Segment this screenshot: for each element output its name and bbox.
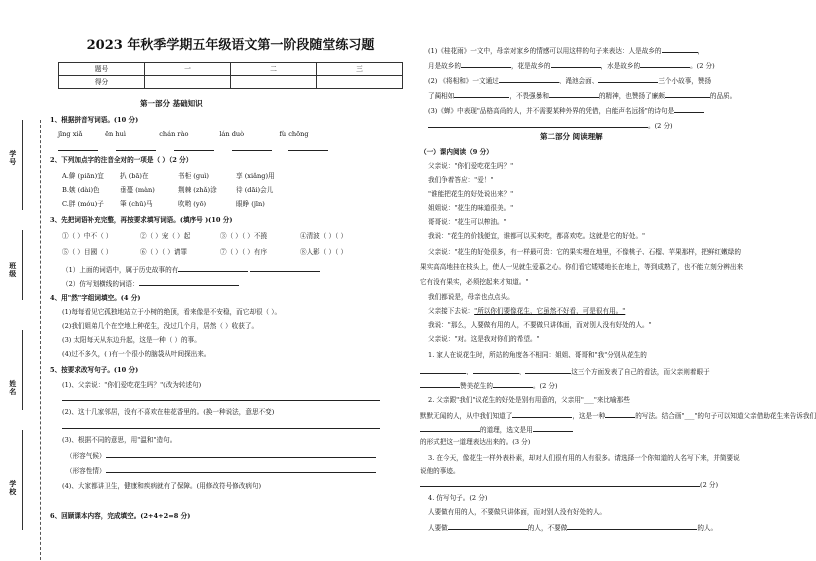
r1-line: (1)《桂花雨》一文中，母亲对家乡的情感可以用这样的句子来表达：人是故乡的 ， xyxy=(428,47,705,55)
rq2-line2 xyxy=(420,410,816,420)
q3-sub2-text: （2）仿写划横线的词语： xyxy=(62,280,139,288)
q5-stem: 5、按要求改写句子。(10 分) xyxy=(50,366,139,374)
passage-line: 父亲说："你们爱吃花生吗？" xyxy=(428,162,514,170)
option-text: 享 (xiǎng)用 xyxy=(236,172,275,180)
score-table xyxy=(58,62,403,89)
passage-line: 父亲说："对。这是我对你们的希望。" xyxy=(428,335,540,343)
rq2-line4: 的形式把这一道理表达出来的。(3 分) xyxy=(420,438,531,446)
answer-blank[interactable] xyxy=(551,60,601,68)
margin-fill-line xyxy=(22,230,23,300)
idiom-blank: ⑧人影（ ）（ ） xyxy=(300,248,348,256)
option-text: A.僻 (piān)宜 xyxy=(62,172,104,180)
q4-line: (3) 太阳每天从东边升起，这是一种（ ）的事。 xyxy=(62,336,201,344)
rq1-text: 这三个方面发表了自己的看法，而父亲则着眼于 xyxy=(571,368,710,376)
answer-blank[interactable] xyxy=(567,522,697,530)
passage-line xyxy=(428,307,625,315)
answer-box[interactable] xyxy=(288,150,328,151)
option-text: 筆 (chū)马 xyxy=(120,200,153,208)
idiom-blank: ①（ ）中不（ ） xyxy=(62,232,113,240)
r3-line xyxy=(428,105,704,115)
answer-blank[interactable] xyxy=(525,366,571,374)
rq3-text: (2 分) xyxy=(700,481,719,489)
answer-blank[interactable] xyxy=(549,90,599,98)
q3-sub2 xyxy=(62,278,239,288)
r2-text: 、渑池会面、 xyxy=(558,77,599,85)
option-text: 待 (dāi)会儿 xyxy=(236,186,274,194)
rq1-text: 、 xyxy=(518,368,526,376)
q3-row2 xyxy=(62,248,347,256)
pinyin: chán rào xyxy=(159,130,189,138)
q3-stem: 3、先把词语补充完整，再按要求填写词语。(填序号 )(10 分) xyxy=(50,216,233,224)
answer-blank[interactable] xyxy=(674,105,704,113)
part1-heading: 第一部分 基础知识 xyxy=(140,99,203,108)
pinyin: lán duò xyxy=(219,130,245,138)
answer-blank[interactable] xyxy=(250,264,320,272)
q4-line: (4)过不多久，( )有一个很小的脑袋从叶间探出来。 xyxy=(62,350,211,358)
r3-line2 xyxy=(428,120,673,130)
rq4-line: 4. 仿写句子。(2 分) xyxy=(428,494,488,502)
r2-line2 xyxy=(428,90,736,100)
answer-blank[interactable] xyxy=(139,278,239,286)
rq3-line: 3. 在今天，像花生一样外表朴素，却对人们很有用的人有很多。请选择一个你知道的人名写下来，并简要说说他的事迹。 xyxy=(420,454,740,475)
pinyin: fù chōng xyxy=(279,130,309,138)
margin-label-school: 学校 xyxy=(8,480,18,496)
answer-line[interactable] xyxy=(62,428,380,429)
q5-sub2: (2)、这十几家邻居，没有不喜欢在桂花香里的。(换一种说法，意思不变) xyxy=(62,408,275,416)
answer-blank[interactable] xyxy=(106,465,376,473)
q2-stem: 2、下列加点字的注音全对的一项是（ ）（2 分） xyxy=(50,156,193,164)
answer-blank[interactable] xyxy=(106,450,376,458)
rq4-model: 人要做有用的人，不要做只讲体面，而对别人没有好处的人。 xyxy=(428,508,607,516)
answer-blank[interactable] xyxy=(454,90,509,98)
margin-label-class: 班级 xyxy=(8,262,18,278)
answer-blank[interactable] xyxy=(662,45,698,53)
margin-fill-line xyxy=(22,330,23,410)
margin-label-name: 姓名 xyxy=(8,380,18,396)
passage-line: "谁能把花生的好处说出来？" xyxy=(428,190,514,198)
margin-label-student-id: 学号 xyxy=(8,150,18,166)
pinyin: jīng xiǎ xyxy=(58,130,83,138)
q5-sub4: (4)、大家都讲卫生，健康和疾病就有了保障。(用修改符号修改病句) xyxy=(62,482,262,490)
q5-sub3a-text: （形容气候） xyxy=(66,452,106,460)
answer-blank[interactable] xyxy=(420,424,480,432)
idiom-blank: ⑥（ ）（ ）请罪 xyxy=(140,248,188,256)
option-text: 垂蔓 (màn) xyxy=(120,186,155,194)
passage-line: 我说："那么，人要做有用的人，不要做只讲体面，而对别人没有好处的人。" xyxy=(428,321,652,329)
rq2-text: 的写法。结合画"___"的句子可以知道父亲借助花生来告诉我们 xyxy=(635,412,816,420)
option-text: C.胖 (móu)子 xyxy=(62,200,104,208)
q4-line: (2)我们姐弟几个在空地上种花生，没过几个月，居然（ ）收获了。 xyxy=(62,322,259,330)
q3-row1 xyxy=(62,232,347,240)
r2-text: 的品质。 xyxy=(709,92,737,100)
rq1-text: 、 xyxy=(466,368,473,376)
q3-sub1 xyxy=(62,264,320,274)
q1-pinyin-row xyxy=(58,130,324,138)
part2-heading: 第二部分 阅读理解 xyxy=(540,132,603,141)
q5-sub3: (3)、根据不同的意思，用"温和"造句。 xyxy=(62,436,177,444)
passage-text: 父亲接下去说： xyxy=(428,307,475,315)
rq4-answer xyxy=(428,522,717,532)
rq1-text: 。(2 分) xyxy=(532,382,558,390)
score-cell[interactable] xyxy=(231,76,317,89)
q5-sub3b-text: （形容性情） xyxy=(66,467,106,475)
score-table-header-cell: 二 xyxy=(231,63,317,76)
rq4-text: 的人。 xyxy=(697,524,718,532)
binding-line xyxy=(40,120,41,560)
answer-blank[interactable] xyxy=(448,522,528,530)
score-table-label-cell: 得分 xyxy=(59,76,145,89)
answer-blank[interactable] xyxy=(461,60,511,68)
q5-sub3b xyxy=(66,465,376,475)
idiom-blank: ③（ ）（ ）不撓 xyxy=(220,232,268,240)
passage-line: 我说："花生的价钱便宜，谁都可以买来吃，都喜欢吃。这就是它的好处。" xyxy=(428,232,646,240)
option-text: 眼睁 (jīn) xyxy=(236,200,265,208)
r2-text: 了蔺相如 xyxy=(428,92,455,100)
answer-blank[interactable] xyxy=(665,90,710,98)
r1-text: 。(2 分) xyxy=(690,62,715,70)
q4-stem: 4、用"然"字组词填空。(4 分) xyxy=(50,294,141,302)
exam-title: 2023 年秋季学期五年级语文第一阶段随堂练习题 xyxy=(86,38,375,53)
answer-blank[interactable] xyxy=(499,75,559,83)
score-table-header-cell: 题号 xyxy=(59,63,145,76)
score-table-header-cell: 三 xyxy=(317,63,403,76)
rq3-answer-line xyxy=(420,479,718,489)
answer-blank[interactable] xyxy=(640,60,690,68)
answer-blank[interactable] xyxy=(473,366,519,374)
rq2-line: 2. 父亲跟"我们"议花生的好处是别有用意的，父亲用"___"来比喻那些 xyxy=(428,396,630,404)
rq1-line3 xyxy=(420,380,558,390)
r1-text: (1)《桂花雨》一文中，母亲对家乡的情感可以用这样的句子来表达：人是故乡的 xyxy=(428,47,662,55)
passage-line: 哥哥说："花生可以榨油。" xyxy=(428,218,507,226)
answer-line[interactable] xyxy=(62,400,380,401)
passage-line: 我们争着答应："爱！" xyxy=(428,176,494,184)
rq2-text: ，这是一种 xyxy=(572,412,606,420)
answer-blank[interactable] xyxy=(428,120,648,128)
score-cell[interactable] xyxy=(145,76,231,89)
q5-sub1: (1)、父亲说："你们爱吃花生吗？"(改为转述句) xyxy=(62,381,202,389)
rq4-text: 人要做 xyxy=(428,524,448,532)
option-text: 荆棘 (zhǎ)涂 xyxy=(178,186,217,194)
idiom-blank: ⑦（ ）（ ）有序 xyxy=(220,248,268,256)
idiom-blank: ⑤（ ）目國（ ） xyxy=(62,248,113,256)
answer-blank[interactable] xyxy=(605,410,635,418)
option-text: 书柜 (guì) xyxy=(178,172,210,180)
q3-sub1-text: （1）上面的词语中，属于历史故事的有 xyxy=(62,266,179,274)
option-text: 扒 (bā)在 xyxy=(120,172,149,180)
underlined-sentence: "所以你们要像花生，它虽然不好看，可是很有用。" xyxy=(474,307,626,315)
answer-blank[interactable] xyxy=(420,366,466,374)
option-text: 吹哟 (yō) xyxy=(178,200,207,208)
answer-box[interactable] xyxy=(58,150,98,151)
rq1-line: 1. 家人在说花生时，所站的角度各不相同：姐姐、哥哥和"我"分别从花生的 xyxy=(428,351,647,359)
passage-line: 姐姐说："花生的味道很美。" xyxy=(428,204,514,212)
answer-blank[interactable] xyxy=(420,380,460,388)
score-cell[interactable] xyxy=(317,76,403,89)
idiom-blank: ④清波（ ）（ ） xyxy=(300,232,348,240)
r2-text: 三个小故事，赞扬 xyxy=(658,77,712,85)
rq2-text: 默默无闻的人，从中我们知道了 xyxy=(420,412,513,420)
score-table-header-cell: 一 xyxy=(145,63,231,76)
answer-box[interactable] xyxy=(116,150,156,151)
rq4-text: 的人，不要做 xyxy=(527,524,568,532)
passage-line: 我们都说是，母亲也点点头。 xyxy=(428,293,514,301)
reading-heading: （一）课内阅读（9 分） xyxy=(420,148,493,156)
answer-blank[interactable] xyxy=(420,479,700,487)
q6-stem: 6、回顾课本内容，完成填空。(2+4+2=8 分) xyxy=(50,512,191,520)
q2-option-a xyxy=(62,172,275,180)
rq1-text: 赞美花生的 xyxy=(460,382,493,390)
r2-text: 的精神，也赞扬了廉颇 xyxy=(598,92,665,100)
rq1-line2 xyxy=(420,366,710,376)
answer-blank[interactable] xyxy=(512,410,572,418)
answer-blank[interactable] xyxy=(178,264,248,272)
r2-text: ，不畏强暴和 xyxy=(509,92,549,100)
q2-option-b xyxy=(62,186,273,194)
passage-paragraph: 父亲说："花生的好处很多，有一样最可贵：它的果实埋在地里，不像桃子、石榴、苹果那样，把鲜红嫩绿的果实高高地挂在枝头上，使人一见就生爱慕之心。你们看它矮矮地长在地上，等到成熟了，也不能立刻分辨出来它有没有果实，必须挖起来才知道。" xyxy=(420,248,744,286)
r3-text: (3)《蝉》中表现"品格高尚的人，并不需要某种外界的凭借，自能声名远扬"的诗句是 xyxy=(428,107,675,115)
r2-line xyxy=(428,75,711,85)
r3-text: 。(2 分) xyxy=(648,122,673,130)
r2-text: (2) 《将相和》一文通过 xyxy=(428,77,499,85)
q4-line: (1)每每看见它孤独地站立于小树的绝顶，看来像是不安稳，而它却很（ ）。 xyxy=(62,308,282,316)
r1-text: 月是故乡的 xyxy=(428,62,461,70)
margin-fill-line xyxy=(22,430,23,530)
r1-text: ，花是故乡的 xyxy=(510,62,551,70)
q1-stem: 1、根据拼音写词语。(10 分) xyxy=(50,116,139,124)
option-text: B.嫉 (dài)色 xyxy=(62,186,100,194)
rq2-text: 的道理，选文是用 xyxy=(480,426,533,434)
answer-box[interactable] xyxy=(232,150,272,151)
answer-blank[interactable] xyxy=(598,75,658,83)
pinyin: ēn huì xyxy=(105,130,126,138)
q2-option-c xyxy=(62,200,265,208)
margin-fill-line xyxy=(22,120,23,210)
r1-line2 xyxy=(428,60,715,70)
answer-blank[interactable] xyxy=(493,380,533,388)
idiom-blank: ②（ ）宠（ ）起 xyxy=(140,232,191,240)
rq2-line3 xyxy=(420,424,573,434)
q5-sub3a xyxy=(66,450,376,460)
answer-blank[interactable] xyxy=(533,424,573,432)
answer-box[interactable] xyxy=(174,150,214,151)
r1-text: ，水是故乡的 xyxy=(600,62,641,70)
